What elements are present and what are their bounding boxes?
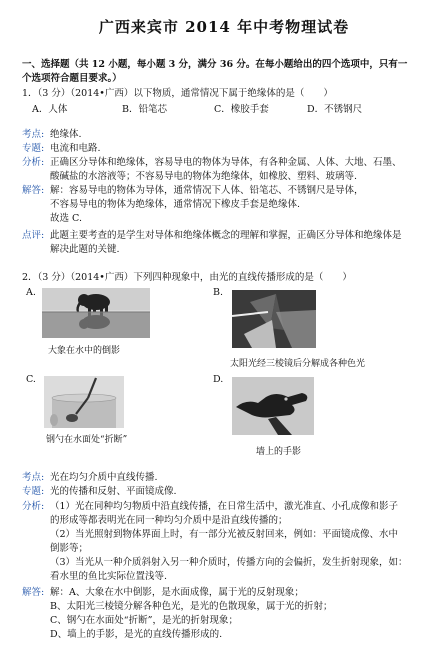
q1-option-b: B．铅笔芯 bbox=[122, 104, 167, 115]
q1-jieda-line1: 解：容易导电的物体为导体，通常情况下人体、铅笔芯、不锈钢尺是导体， bbox=[50, 185, 364, 196]
q2-option-d-caption: 墙上的手影 bbox=[256, 447, 302, 457]
q1-fenxi-line1: 正确区分导体和绝缘体，容易导电的物体为导体，有各种金属、人体、大地、石墨、 bbox=[50, 157, 402, 168]
q2-stem: 2．（3 分）（2014•广西）下列四种现象中，由光的直线传播形成的是（ ） bbox=[22, 272, 352, 283]
spoon-in-water-photo bbox=[44, 376, 124, 428]
exam-title: 广西来宾市 2014 年中考物理试卷 bbox=[98, 18, 350, 36]
q1-kaodian-label: 考点: bbox=[22, 129, 45, 140]
q2-option-b-letter: B. bbox=[213, 287, 224, 298]
q1-option-c: C．橡胶手套 bbox=[214, 104, 269, 115]
q2-fenxi-line5: （3）当光从一种介质斜射入另一种介质时，传播方向的会偏折，发生折射现象，如： bbox=[50, 557, 408, 568]
q2-zhuanti: 光的传播和反射、平面镜成像. bbox=[50, 486, 177, 497]
q1-jieda-line3: 故选 C. bbox=[50, 213, 82, 224]
q1-zhuanti-label: 专题: bbox=[22, 143, 45, 154]
prism-dispersion-photo bbox=[232, 290, 316, 348]
q2-fenxi-line1: （1）光在同种均匀物质中沿直线传播，在日常生活中，激光准直、小孔成像和影子 bbox=[50, 501, 399, 512]
q2-jieda-line2: B、太阳光三棱镜分解各种色光，是光的色散现象，属于光的折射； bbox=[50, 601, 333, 612]
q2-option-d-letter: D. bbox=[213, 374, 224, 385]
q1-zhuanti: 电流和电路. bbox=[50, 143, 101, 154]
q2-jieda-label: 解答: bbox=[22, 587, 45, 598]
q1-jieda-label: 解答: bbox=[22, 185, 45, 196]
q2-jieda-line1: 解：A、大象在水中倒影，是水面成像，属于光的反射现象； bbox=[50, 587, 304, 598]
q2-option-c-caption: 钢勺在水面处“折断” bbox=[46, 435, 128, 445]
section-heading-line2: 个选项符合题目要求。） bbox=[22, 73, 122, 84]
q1-dianping-line1: 此题主要考查的是学生对导体和绝缘体概念的理解和掌握，正确区分导体和绝缘体是 bbox=[50, 230, 402, 241]
q2-jieda-line4: D、墙上的手影，是光的直线传播形成的. bbox=[50, 629, 223, 640]
elephant-reflection-photo bbox=[42, 288, 150, 338]
hand-shadow-photo bbox=[232, 377, 314, 435]
q1-jieda-line2: 不容易导电的物体为绝缘体，通常情况下橡皮手套是绝缘体. bbox=[50, 199, 301, 210]
q1-kaodian: 绝缘体. bbox=[50, 129, 82, 140]
q2-kaodian: 光在均匀介质中直线传播. bbox=[50, 472, 158, 483]
q2-kaodian-label: 考点: bbox=[22, 472, 45, 483]
q2-option-b-caption: 太阳光经三棱镜后分解成各种色光 bbox=[230, 359, 366, 369]
q1-stem: 1．（3 分）（2014•广西）以下物质，通常情况下属于绝缘体的是（ ） bbox=[22, 88, 333, 99]
q2-jieda-line3: C、钢勺在水面处“折断”，是光的折射现象； bbox=[50, 615, 238, 626]
q2-fenxi-line6: 看水里的鱼比实际位置浅等. bbox=[50, 571, 168, 582]
q1-fenxi-label: 分析: bbox=[22, 157, 45, 168]
q2-fenxi-label: 分析: bbox=[22, 501, 45, 512]
section-heading-line1: 一、选择题（共 12 小题，每小题 3 分，满分 36 分。在每小题给出的四个选项中，只有一 bbox=[22, 59, 408, 70]
q2-option-a-caption: 大象在水中的倒影 bbox=[48, 346, 121, 356]
q1-fenxi-line2: 酸碱盐的水溶液等；不容易导电的物体为绝缘体，如橡胶、塑料、玻璃等. bbox=[50, 171, 358, 182]
q1-dianping-line2: 解决此题的关键. bbox=[50, 244, 120, 255]
q2-option-a-letter: A. bbox=[26, 287, 36, 298]
q2-zhuanti-label: 专题: bbox=[22, 486, 45, 497]
q1-dianping-label: 点评: bbox=[22, 230, 45, 241]
q2-option-c-letter: C. bbox=[26, 374, 36, 385]
q2-fenxi-line3: （2）当光照射到物体界面上时，有一部分光被反射回来，例如：平面镜成像、水中 bbox=[50, 529, 399, 540]
q1-option-d: D．不锈钢尺 bbox=[307, 104, 363, 115]
q1-option-a: A．人体 bbox=[32, 104, 68, 115]
q2-fenxi-line4: 倒影等； bbox=[50, 543, 89, 554]
q2-fenxi-line2: 的形成等都表明光在同一种均匀介质中是沿直线传播的； bbox=[50, 515, 288, 526]
